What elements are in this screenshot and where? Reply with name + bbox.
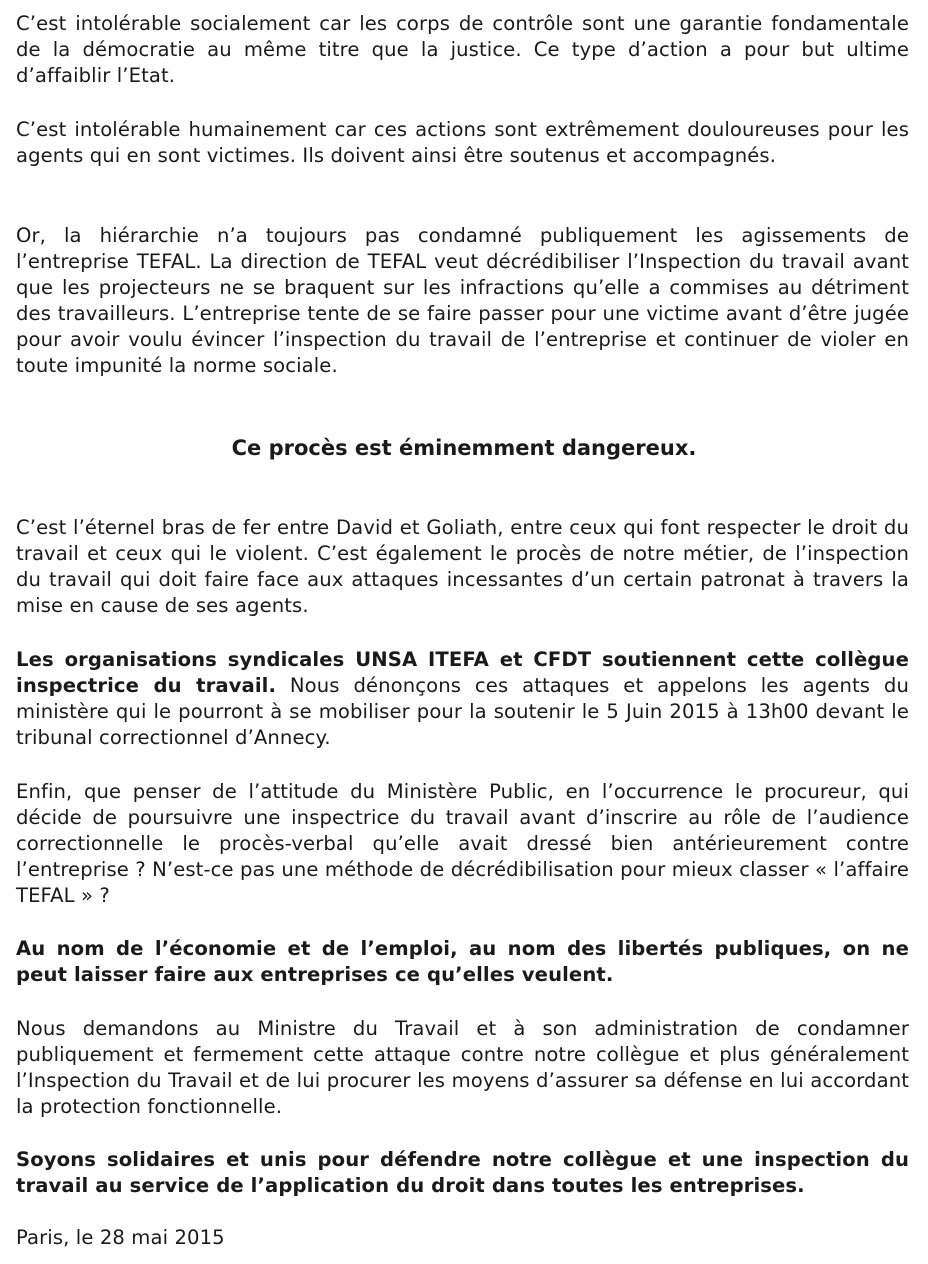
paragraph-public-ministry: Enfin, que penser de l’attitude du Ministère Public, en l’occurrence le procureur, qui décide de poursuivre une inspectrice du travail avant d’inscrire au rôle de l’audience correctionnelle le procès-verbal qu’elle avait dressé bien antérieurement contre l’entreprise ? N’est-ce pas une méthode de décrédibilisation pour mieux classer « l’affaire TEFAL » ?: [16, 780, 909, 907]
union-support-text: Nous dénonçons ces attaques et appelons les agents du ministère qui le pourront à se mobiliser pour la soutenir le 5 Juin 2015 à 13h00 devant le tribunal correctionnel d’Annecy.: [16, 674, 909, 749]
paragraph-economy-statement: Au nom de l’économie et de l’emploi, au nom des libertés publiques, on ne peut laisser faire aux entreprises ce qu’elles veulent.: [16, 937, 909, 986]
section-heading: Ce procès est éminemment dangereux.: [231, 436, 697, 460]
paragraph-hierarchy-tefal: Or, la hiérarchie n’a toujours pas condamné publiquement les agissements de l’entreprise TEFAL. La direction de TEFAL veut décrédibiliser l’Inspection du travail avant que les projecteurs ne se braquent sur les infractions qu’elle a commises au détriment des travailleurs. L’entreprise tente de se faire passer pour une victime avant d’être jugée pour avoir voulu évincer l’inspection du travail de l’entreprise et continuer de violer en toute impunité la norme sociale.: [16, 224, 909, 377]
union-support-bold-text: Les organisations syndicales UNSA ITEFA et CFDT soutiennent cette collègue inspectrice du travail.: [16, 648, 909, 697]
paragraph-solidarity-call: Soyons solidaires et unis pour défendre notre collègue et une inspection du travail au service de l’application du droit dans toutes les entreprises.: [16, 1148, 909, 1197]
paragraph-demand-minister: Nous demandons au Ministre du Travail et à son administration de condamner publiquement et fermement cette attaque contre notre collègue et plus généralement l’Inspection du Travail et de lui procurer les moyens d’assurer sa défense en lui accordant la protection fonctionnelle.: [16, 1017, 909, 1118]
paragraph-david-goliath: C’est l’éternel bras de fer entre David et Goliath, entre ceux qui font respecter le droit du travail et ceux qui le violent. C’est également le procès de notre métier, de l’inspection du travail qui doit faire face aux attaques incessantes d’un certain patronat à travers la mise en cause de ses agents.: [16, 516, 909, 617]
paragraph-human-intolerance: C’est intolérable humainement car ces actions sont extrêmement douloureuses pour les agents qui en sont victimes. Ils doivent ainsi être soutenus et accompagnés.: [16, 118, 909, 167]
signature-date-line: Paris, le 28 mai 2015: [16, 1226, 225, 1249]
paragraph-social-intolerance: C’est intolérable socialement car les corps de contrôle sont une garantie fondamentale de la démocratie au même titre que la justice. Ce type d’action a pour but ultime d’affaiblir l’Etat.: [16, 12, 909, 87]
paragraph-union-support: [16, 647, 909, 751]
